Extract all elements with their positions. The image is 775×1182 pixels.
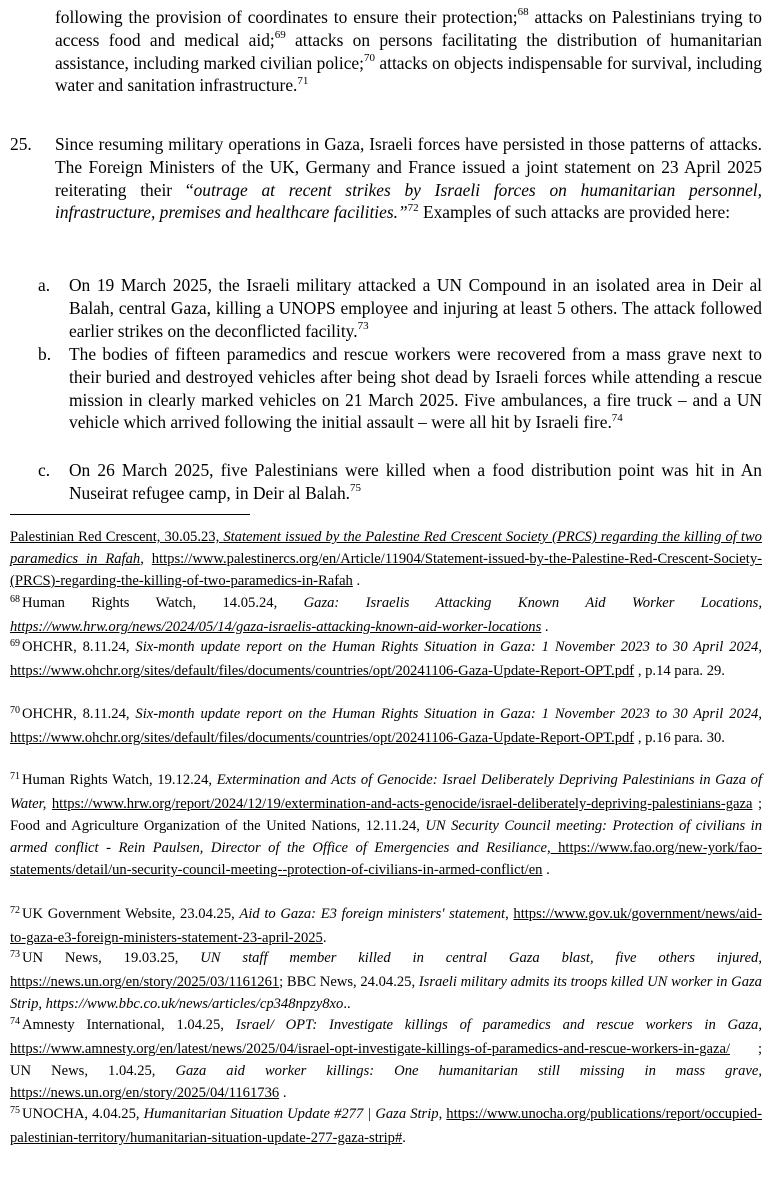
footnote-ref[interactable]: 75 (350, 482, 362, 494)
paragraph-continuation (55, 6, 762, 97)
list-marker: c. (38, 460, 51, 480)
footnote-ref[interactable]: 72 (407, 201, 419, 214)
footnote-end: . (322, 930, 327, 946)
footnote-link[interactable]: https://www.fao.org/new-york/fao-statements/detail/un-security-council-meeting--protection-of-civilians-in-armed-conflict/en (10, 840, 762, 878)
footnote (10, 1103, 762, 1149)
quote: outrage at recent strikes by Israeli forces on humanitarian personnel, infrastructure, premises and healthcare facilities.” (55, 179, 762, 223)
text: The bodies of fifteen paramedics and rescue workers were recovered from a mass grave next to their buried and destroyed vehicles after being shot dead by Israeli forces while attending a rescue mission in clearly marked vehicles on 21 March 2025. Five ambulances, a fire truck – and a UN vehicle which arrived following the initial assault – were all hit by Israeli fire. (69, 344, 762, 433)
footnote-source: Human Rights Watch, 14.05.24, (22, 595, 304, 611)
list-marker: a. (38, 275, 51, 295)
footnote-sep: , (438, 1106, 447, 1122)
footnote-source: Human Rights Watch, 19.12.24, (22, 772, 217, 788)
list-item (69, 274, 762, 342)
footnote-link[interactable]: https://www.gov.uk/government/news/aid-to-gaza-e3-foreign-ministers-statement-23-april-2025 (10, 906, 762, 946)
footnote-title: Humanitarian Situation Update #277 | Gaza Strip (143, 1106, 439, 1122)
footnote-ref[interactable]: 70 (363, 51, 375, 64)
list-item (69, 343, 762, 434)
paragraph-number: 25. (10, 134, 32, 154)
footnote-title: Israel/ OPT: Investigate killings of paramedics and rescue workers in Gaza (235, 1017, 759, 1033)
list-item (69, 459, 762, 505)
footnote-end: . (542, 862, 550, 878)
text: Examples of such attacks are provided here: (418, 202, 731, 223)
footnote (10, 769, 762, 881)
footnote-source: Amnesty International, 1.04.25, (22, 1017, 236, 1033)
footnote-ref[interactable]: 69 (274, 29, 286, 41)
footnote-number: 71 (10, 771, 20, 782)
footnote-number: 70 (10, 705, 20, 716)
footnote-ref[interactable]: 74 (611, 411, 623, 424)
footnote-end: .. (343, 996, 351, 1012)
footnote-source: OHCHR, 8.11.24, (22, 639, 136, 655)
footnote-number: 73 (10, 949, 20, 960)
footnote-link[interactable]: https://www.amnesty.org/en/latest/news/2025/04/israel-opt-investigate-killings-of-paramedics-and-rescue-workers-in-gaza/ (10, 1041, 731, 1057)
footnote-end: . (279, 1085, 287, 1101)
footnote-link[interactable]: https://www.ohchr.org/sites/default/files/documents/countries/opt/20241106-Gaza-Update-Report-OPT.pdf (10, 730, 635, 746)
footnote-mid: ; UN News, 1.04.25, (10, 1041, 762, 1079)
footnote-sep: , (758, 1017, 763, 1033)
footnote-title: Gaza aid worker killings: One humanitarian still missing in mass grave (175, 1063, 759, 1079)
footnote-title: Six-month update report on the Human Rights Situation in Gaza: 1 November 2023 to 30 April 2024 (135, 706, 759, 722)
footnote-number: 72 (10, 905, 20, 916)
text: attacks on objects indispensable for survival, including water and sanitation infrastructure. (55, 52, 762, 96)
text: Since resuming military operations in Gaza, Israeli forces have persisted in those patterns of attacks. The Foreign Ministers of the UK, Germany and France issued a joint statement on 23 April 2025 reiterating their “ (55, 134, 762, 200)
footnote-end: , p.16 para. 30. (634, 730, 725, 746)
text: attacks on Palestinians trying to access food and medical aid; (55, 7, 762, 50)
footnote-link[interactable]: https://www.ohchr.org/sites/default/files/documents/countries/opt/20241106-Gaza-Update-Report-OPT.pdf (10, 663, 635, 679)
footnote-link[interactable]: https://www.palestinercs.org/en/Article/11904/Statement-issued-by-the-Palestine-Red-Crescent-Society-(PRCS)-regarding-the-killing-of-two-paramedics-in-Rafah (10, 551, 762, 589)
footnote-separator (10, 514, 250, 515)
footnote-sep: , (758, 706, 762, 722)
footnote (10, 526, 762, 592)
footnote-source: UNOCHA, 4.04.25, (22, 1106, 144, 1122)
footnote-title: Extermination and Acts of Genocide: Israel Deliberately Depriving Palestinians in Gaza of Water, (10, 772, 762, 812)
footnote-ref[interactable]: 68 (517, 6, 529, 19)
footnote-source: UN News, 19.03.25, (22, 950, 201, 966)
footnote-link[interactable]: https://news.un.org/en/story/2025/04/1161736 (10, 1085, 280, 1101)
footnote-number: 68 (10, 594, 20, 605)
footnote-mid: ; Food and Agriculture Organization of the United Nations, 12.11.24, (10, 796, 762, 834)
footnote-source: OHCHR, 8.11.24, (22, 706, 136, 722)
footnote-mid: ; BBC News, 24.04.25, (279, 974, 419, 990)
footnote-title: Israeli military admits its troops killed UN worker in Gaza Strip, https://www.bbc.co.uk/news/articles/cp348npzy8xo (10, 974, 762, 1012)
footnote-ref[interactable]: 73 (357, 319, 369, 332)
footnote-link[interactable]: https://news.un.org/en/story/2025/03/1161261 (10, 974, 280, 990)
footnote-title: Aid to Gaza: E3 foreign ministers' statement (239, 906, 506, 922)
footnote-title: Statement issued by the Palestine Red Crescent Society (PRCS) regarding the killing of two paramedics in Rafah (10, 529, 762, 567)
text: On 19 March 2025, the Israeli military attacked a UN Compound in an isolated area in Deir al Balah, central Gaza, killing a UNOPS employee and injuring at least 5 others. The attack followed earlier strikes on the deconflicted facility. (69, 275, 762, 341)
footnote-link[interactable]: https://www.unocha.org/publications/report/occupied-palestinian-territory/humanitarian-situation-update-277-gaza-strip# (10, 1106, 763, 1146)
footnote-number: 69 (10, 638, 20, 649)
footnote-title: UN staff member killed in central Gaza blast, five others injured (200, 950, 759, 966)
footnote-ref[interactable]: 71 (297, 74, 309, 87)
footnote (10, 1014, 762, 1104)
footnote-number: 75 (10, 1105, 20, 1116)
footnote-title: Gaza: Israelis Attacking Known Aid Worker Locations, (303, 595, 762, 611)
text: On 26 March 2025, five Palestinians were killed when a food distribution point was hit in An Nuseirat refugee camp, in Deir al Balah. (69, 460, 762, 503)
footnote-source: Palestinian Red Crescent, 30.05.23, (10, 529, 224, 545)
footnote-end: . (402, 1130, 406, 1146)
paragraph-25 (55, 133, 762, 224)
footnote-title: UN Security Council meeting: Protection of civilians in armed conflict - Rein Paulsen, Director of the Office of Emergencies and Resiliance, (10, 818, 763, 856)
footnote-source: UK Government Website, 23.04.25, (22, 906, 240, 922)
text: following the provision of coordinates to ensure their protection; (55, 7, 518, 27)
footnote (10, 592, 762, 638)
footnote-end: . (541, 619, 549, 635)
footnote-sep: , (758, 1063, 762, 1079)
footnote (10, 636, 762, 682)
footnote-sep: , (505, 906, 514, 922)
footnote-link[interactable]: https://www.hrw.org/news/2024/05/14/gaza-israelis-attacking-known-aid-worker-locations (10, 619, 542, 635)
footnote-sep: , (140, 551, 152, 567)
footnote-link[interactable]: https://www.hrw.org/report/2024/12/19/extermination-and-acts-genocide/israel-deliberately-depriving-palestinians-gaza (51, 796, 753, 812)
footnote-title: Six-month update report on the Human Rights Situation in Gaza: 1 November 2023 to 30 April 2024 (135, 639, 759, 655)
list-marker: b. (38, 344, 52, 364)
footnote (10, 703, 762, 749)
text: attacks on persons facilitating the distribution of humanitarian assistance, including marked civilian police; (55, 29, 762, 73)
footnote-sep: , (758, 950, 762, 966)
footnote-number: 74 (10, 1016, 20, 1027)
footnote-end: . (352, 573, 361, 589)
footnote-sep: , (758, 639, 762, 655)
footnote-end: , p.14 para. 29. (634, 663, 725, 679)
footnote (10, 903, 762, 949)
footnote (10, 947, 762, 1015)
